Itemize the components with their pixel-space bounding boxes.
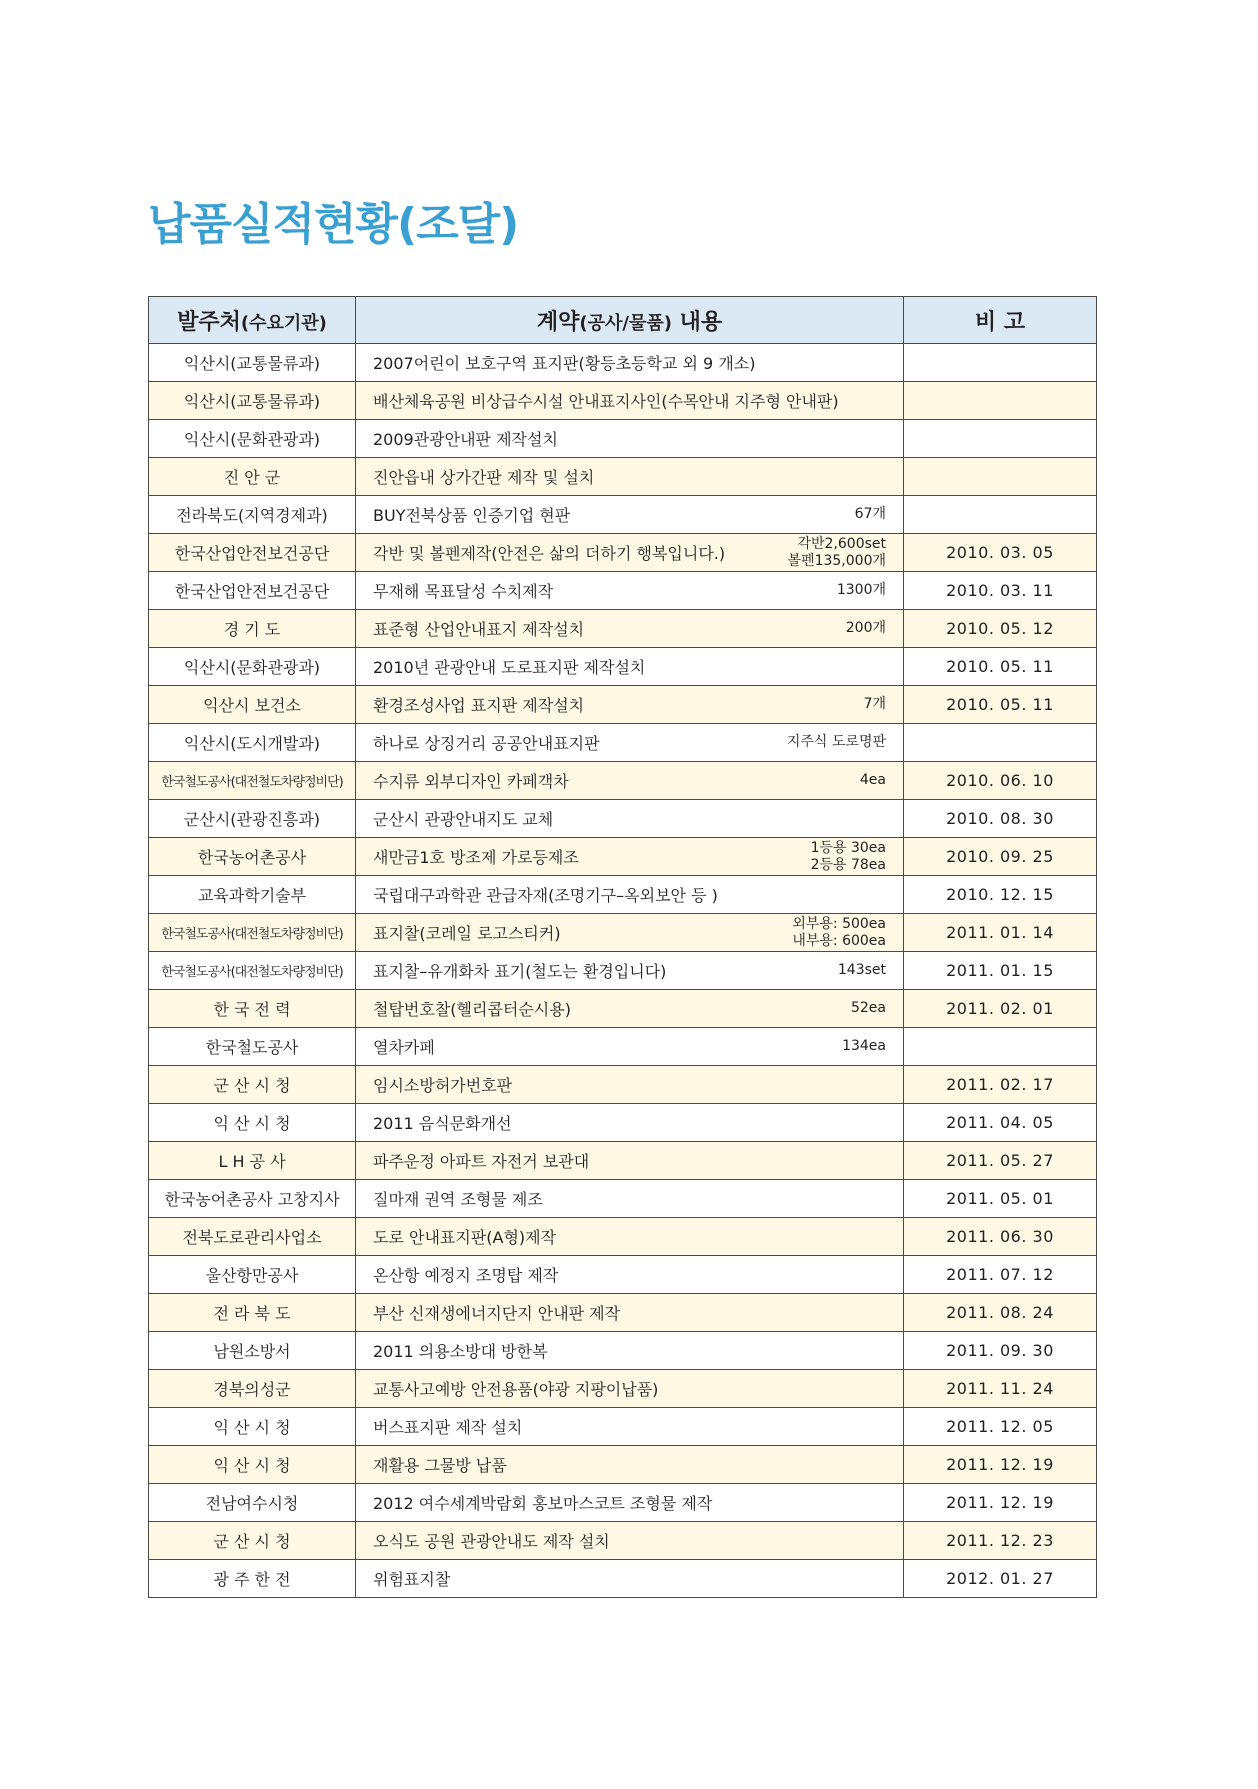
contract-cell <box>356 1408 904 1446</box>
quantity-line: 67개 <box>854 506 886 522</box>
orderer-cell: 교육과학기술부 <box>149 876 356 914</box>
contract-cell-inner <box>373 763 886 799</box>
contract-description: 무재해 목표달성 수치제작 <box>373 582 554 601</box>
contract-cell-inner <box>373 1371 886 1407</box>
contract-description: 버스표지판 제작 설치 <box>373 1418 523 1437</box>
orderer-cell: 군 산 시 청 <box>149 1522 356 1560</box>
table-row <box>149 420 1097 458</box>
header-contract-tail: 내용 <box>671 309 723 335</box>
contract-cell-inner <box>373 1485 886 1521</box>
contract-cell-inner <box>373 1105 886 1141</box>
orderer-cell: 진 안 군 <box>149 458 356 496</box>
contract-cell-inner <box>373 953 886 989</box>
note-cell: 2011. 01. 15 <box>904 952 1097 990</box>
orderer-cell: 익산시(문화관광과) <box>149 420 356 458</box>
contract-cell-inner <box>373 1181 886 1217</box>
contract-cell <box>356 1560 904 1598</box>
header-contract-main: 계약 <box>536 309 580 335</box>
delivery-record-table-container <box>148 296 1096 1598</box>
note-cell: 2010. 05. 12 <box>904 610 1097 648</box>
contract-description: 임시소방허가번호판 <box>373 1076 513 1095</box>
note-cell: 2010. 09. 25 <box>904 838 1097 876</box>
contract-cell <box>356 952 904 990</box>
contract-cell <box>356 1294 904 1332</box>
orderer-cell: 남원소방서 <box>149 1332 356 1370</box>
orderer-cell: 익 산 시 청 <box>149 1408 356 1446</box>
orderer-cell: 경 기 도 <box>149 610 356 648</box>
quantity-info <box>782 536 886 570</box>
orderer-cell: 익 산 시 청 <box>149 1104 356 1142</box>
header-contract <box>356 297 904 344</box>
orderer-cell: 울산항만공사 <box>149 1256 356 1294</box>
contract-cell-inner <box>373 1257 886 1293</box>
contract-cell-inner <box>373 1561 886 1597</box>
contract-cell <box>356 1446 904 1484</box>
quantity-info <box>831 582 886 599</box>
orderer-cell: 경북의성군 <box>149 1370 356 1408</box>
quantity-info <box>786 916 886 950</box>
quantity-info <box>832 962 886 979</box>
contract-description: 2011 의용소방대 방한복 <box>373 1342 548 1361</box>
contract-cell <box>356 1370 904 1408</box>
header-note: 비 고 <box>904 297 1097 344</box>
contract-cell-inner <box>373 383 886 419</box>
note-cell: 2010. 03. 05 <box>904 534 1097 572</box>
quantity-line: 200개 <box>845 620 886 636</box>
note-cell: 2011. 12. 19 <box>904 1484 1097 1522</box>
contract-cell <box>356 382 904 420</box>
contract-cell <box>356 648 904 686</box>
note-cell: 2011. 07. 12 <box>904 1256 1097 1294</box>
note-cell <box>904 344 1097 382</box>
contract-cell <box>356 686 904 724</box>
contract-cell <box>356 1484 904 1522</box>
contract-cell-inner <box>373 459 886 495</box>
table-row <box>149 762 1097 800</box>
contract-cell <box>356 420 904 458</box>
table-row <box>149 534 1097 572</box>
quantity-info <box>781 734 886 751</box>
note-cell <box>904 1028 1097 1066</box>
quantity-line: 52ea <box>850 1000 886 1016</box>
note-cell: 2011. 12. 05 <box>904 1408 1097 1446</box>
note-cell: 2010. 05. 11 <box>904 648 1097 686</box>
contract-cell <box>356 1522 904 1560</box>
contract-description: 새만금1호 방조제 가로등제조 <box>373 848 579 867</box>
orderer-cell: 한국농어촌공사 고창지사 <box>149 1180 356 1218</box>
quantity-line: 외부용: 500ea <box>792 915 886 932</box>
contract-description: 표준형 산업안내표지 제작설치 <box>373 620 585 639</box>
table-row <box>149 382 1097 420</box>
contract-cell-inner <box>373 725 886 761</box>
contract-description: 배산체육공원 비상급수시설 안내표지사인(수목안내 지주형 안내판) <box>373 392 839 411</box>
table-row <box>149 1104 1097 1142</box>
table-row <box>149 686 1097 724</box>
contract-cell <box>356 458 904 496</box>
quantity-info <box>836 1038 886 1055</box>
note-cell: 2010. 05. 11 <box>904 686 1097 724</box>
orderer-cell: 익산시(문화관광과) <box>149 648 356 686</box>
contract-description: 온산항 예정지 조명탑 제작 <box>373 1266 559 1285</box>
table-header-row <box>149 297 1097 344</box>
contract-cell-inner <box>373 915 886 951</box>
contract-description: 진안읍내 상가간판 제작 및 설치 <box>373 468 595 487</box>
delivery-record-table <box>148 296 1097 1598</box>
table-row <box>149 572 1097 610</box>
orderer-cell: 익산시(도시개발과) <box>149 724 356 762</box>
contract-cell-inner <box>373 687 886 723</box>
quantity-line: 134ea <box>842 1038 886 1054</box>
table-row <box>149 1446 1097 1484</box>
contract-cell-inner <box>373 345 886 381</box>
header-contract-sub: (공사/물품) <box>579 312 672 334</box>
orderer-cell: 한국농어촌공사 <box>149 838 356 876</box>
contract-cell-inner <box>373 1409 886 1445</box>
orderer-cell: 익 산 시 청 <box>149 1446 356 1484</box>
orderer-cell: 한국철도공사 <box>149 1028 356 1066</box>
contract-description: 수지류 외부디자인 카페객차 <box>373 772 569 791</box>
contract-cell <box>356 914 904 952</box>
contract-description: 교통사고예방 안전용품(야광 지팡이납품) <box>373 1380 659 1399</box>
table-row <box>149 1370 1097 1408</box>
orderer-cell: L H 공 사 <box>149 1142 356 1180</box>
note-cell: 2011. 12. 23 <box>904 1522 1097 1560</box>
contract-cell <box>356 1066 904 1104</box>
quantity-line: 2등용 78ea <box>810 856 886 873</box>
header-orderer-sub: (수요기관) <box>240 312 327 334</box>
contract-description: 2009관광안내판 제작설치 <box>373 430 558 449</box>
contract-cell-inner <box>373 649 886 685</box>
note-cell: 2010. 06. 10 <box>904 762 1097 800</box>
note-cell: 2011. 12. 19 <box>904 1446 1097 1484</box>
quantity-line: 143set <box>837 962 886 978</box>
quantity-info <box>854 772 886 789</box>
contract-cell-inner <box>373 1447 886 1483</box>
contract-description: 2010년 관광안내 도로표지판 제작설치 <box>373 658 646 677</box>
quantity-info <box>805 840 886 874</box>
table-row <box>149 1332 1097 1370</box>
orderer-cell: 전라북도(지역경제과) <box>149 496 356 534</box>
contract-cell-inner <box>373 421 886 457</box>
contract-description: 각반 및 볼펜제작(안전은 삶의 더하기 행복입니다.) <box>373 544 726 563</box>
contract-description: 철탑번호찰(헬리콥터순시용) <box>373 1000 571 1019</box>
table-body <box>149 344 1097 1598</box>
orderer-cell: 한 국 전 력 <box>149 990 356 1028</box>
orderer-cell: 군산시(관광진흥과) <box>149 800 356 838</box>
contract-description: 하나로 상징거리 공공안내표지판 <box>373 734 600 753</box>
quantity-info <box>858 696 886 713</box>
contract-cell <box>356 1028 904 1066</box>
contract-cell <box>356 724 904 762</box>
contract-cell-inner <box>373 839 886 875</box>
note-cell: 2010. 03. 11 <box>904 572 1097 610</box>
note-cell: 2011. 02. 17 <box>904 1066 1097 1104</box>
orderer-cell: 익산시 보건소 <box>149 686 356 724</box>
table-row <box>149 914 1097 952</box>
contract-cell-inner <box>373 1295 886 1331</box>
note-cell: 2011. 01. 14 <box>904 914 1097 952</box>
orderer-cell: 한국산업안전보건공단 <box>149 572 356 610</box>
contract-cell <box>356 1104 904 1142</box>
table-row <box>149 1218 1097 1256</box>
contract-description: 2007어린이 보호구역 표지판(황등초등학교 외 9 개소) <box>373 354 756 373</box>
note-cell <box>904 724 1097 762</box>
contract-cell-inner <box>373 877 886 913</box>
contract-description: 오식도 공원 관광안내도 제작 설치 <box>373 1532 610 1551</box>
quantity-line: 1300개 <box>836 582 886 598</box>
contract-cell-inner <box>373 535 886 571</box>
contract-description: 위험표지찰 <box>373 1570 451 1589</box>
note-cell: 2011. 05. 01 <box>904 1180 1097 1218</box>
contract-cell-inner <box>373 1333 886 1369</box>
quantity-line: 1등용 30ea <box>810 839 886 856</box>
note-cell: 2011. 09. 30 <box>904 1332 1097 1370</box>
contract-cell <box>356 344 904 382</box>
contract-cell-inner <box>373 1067 886 1103</box>
table-row <box>149 1066 1097 1104</box>
contract-cell-inner <box>373 991 886 1027</box>
contract-cell-inner <box>373 801 886 837</box>
quantity-line: 지주식 도로명판 <box>786 734 886 750</box>
table-row <box>149 1484 1097 1522</box>
table-row <box>149 610 1097 648</box>
orderer-cell: 익산시(교통물류과) <box>149 344 356 382</box>
table-row <box>149 724 1097 762</box>
note-cell: 2011. 02. 01 <box>904 990 1097 1028</box>
table-row <box>149 458 1097 496</box>
contract-cell-inner <box>373 1143 886 1179</box>
orderer-cell: 전 라 북 도 <box>149 1294 356 1332</box>
contract-description: 질마재 권역 조형물 제조 <box>373 1190 543 1209</box>
contract-description: 표지찰(코레일 로고스티커) <box>373 924 561 943</box>
table-row <box>149 1028 1097 1066</box>
table-row <box>149 1408 1097 1446</box>
contract-description: 2012 여수세계박람회 홍보마스코트 조형물 제작 <box>373 1494 713 1513</box>
table-row <box>149 1294 1097 1332</box>
quantity-line: 내부용: 600ea <box>792 932 886 949</box>
contract-description: 국립대구과학관 관급자재(조명기구–옥외보안 등 ) <box>373 886 718 905</box>
table-row <box>149 1560 1097 1598</box>
quantity-line: 7개 <box>863 696 886 712</box>
contract-description: BUY전북상품 인증기업 현판 <box>373 506 571 525</box>
quantity-line: 볼펜135,000개 <box>787 552 886 569</box>
quantity-info <box>849 506 886 523</box>
table-row <box>149 952 1097 990</box>
orderer-cell: 한국산업안전보건공단 <box>149 534 356 572</box>
contract-cell <box>356 876 904 914</box>
contract-cell <box>356 838 904 876</box>
orderer-cell: 전북도로관리사업소 <box>149 1218 356 1256</box>
note-cell <box>904 420 1097 458</box>
contract-cell-inner <box>373 573 886 609</box>
contract-description: 재활용 그물방 납품 <box>373 1456 507 1475</box>
quantity-info <box>840 620 886 637</box>
table-row <box>149 876 1097 914</box>
orderer-cell: 한국철도공사(대전철도차량정비단) <box>149 914 356 952</box>
contract-description: 열차카페 <box>373 1038 435 1057</box>
orderer-cell: 군 산 시 청 <box>149 1066 356 1104</box>
contract-cell <box>356 1218 904 1256</box>
orderer-cell: 한국철도공사(대전철도차량정비단) <box>149 762 356 800</box>
note-cell: 2011. 05. 27 <box>904 1142 1097 1180</box>
contract-cell <box>356 534 904 572</box>
contract-cell-inner <box>373 497 886 533</box>
contract-cell <box>356 1256 904 1294</box>
note-cell: 2011. 08. 24 <box>904 1294 1097 1332</box>
table-row <box>149 1522 1097 1560</box>
header-orderer <box>149 297 356 344</box>
contract-description: 파주운정 아파트 자전거 보관대 <box>373 1152 590 1171</box>
header-orderer-main: 발주처 <box>177 309 241 335</box>
orderer-cell: 한국철도공사(대전철도차량정비단) <box>149 952 356 990</box>
table-row <box>149 1180 1097 1218</box>
note-cell <box>904 382 1097 420</box>
contract-cell-inner <box>373 1219 886 1255</box>
quantity-info <box>845 1000 886 1017</box>
note-cell: 2010. 08. 30 <box>904 800 1097 838</box>
note-cell: 2011. 06. 30 <box>904 1218 1097 1256</box>
contract-description: 환경조성사업 표지판 제작설치 <box>373 696 585 715</box>
table-row <box>149 1256 1097 1294</box>
table-row <box>149 344 1097 382</box>
table-row <box>149 990 1097 1028</box>
contract-cell <box>356 1142 904 1180</box>
contract-description: 부산 신재생에너지단지 안내판 제작 <box>373 1304 621 1323</box>
contract-cell <box>356 990 904 1028</box>
contract-cell <box>356 572 904 610</box>
table-row <box>149 838 1097 876</box>
orderer-cell: 전남여수시청 <box>149 1484 356 1522</box>
orderer-cell: 익산시(교통물류과) <box>149 382 356 420</box>
contract-description: 표지찰–유개화차 표기(철도는 환경입니다) <box>373 962 667 981</box>
table-row <box>149 496 1097 534</box>
contract-description: 도로 안내표지판(A형)제작 <box>373 1228 557 1247</box>
orderer-cell: 광 주 한 전 <box>149 1560 356 1598</box>
table-row <box>149 648 1097 686</box>
contract-description: 2011 음식문화개선 <box>373 1114 512 1133</box>
note-cell: 2010. 12. 15 <box>904 876 1097 914</box>
contract-cell <box>356 496 904 534</box>
contract-cell <box>356 1180 904 1218</box>
contract-cell-inner <box>373 1029 886 1065</box>
contract-cell <box>356 1332 904 1370</box>
contract-cell-inner <box>373 611 886 647</box>
note-cell: 2011. 04. 05 <box>904 1104 1097 1142</box>
contract-cell <box>356 610 904 648</box>
contract-cell <box>356 762 904 800</box>
contract-cell <box>356 800 904 838</box>
contract-description: 군산시 관광안내지도 교체 <box>373 810 554 829</box>
note-cell: 2012. 01. 27 <box>904 1560 1097 1598</box>
table-row <box>149 800 1097 838</box>
note-cell <box>904 458 1097 496</box>
note-cell: 2011. 11. 24 <box>904 1370 1097 1408</box>
table-row <box>149 1142 1097 1180</box>
page-title: 납품실적현황(조달) <box>148 199 519 250</box>
contract-cell-inner <box>373 1523 886 1559</box>
note-cell <box>904 496 1097 534</box>
quantity-line: 4ea <box>859 772 886 788</box>
quantity-line: 각반2,600set <box>797 535 886 552</box>
